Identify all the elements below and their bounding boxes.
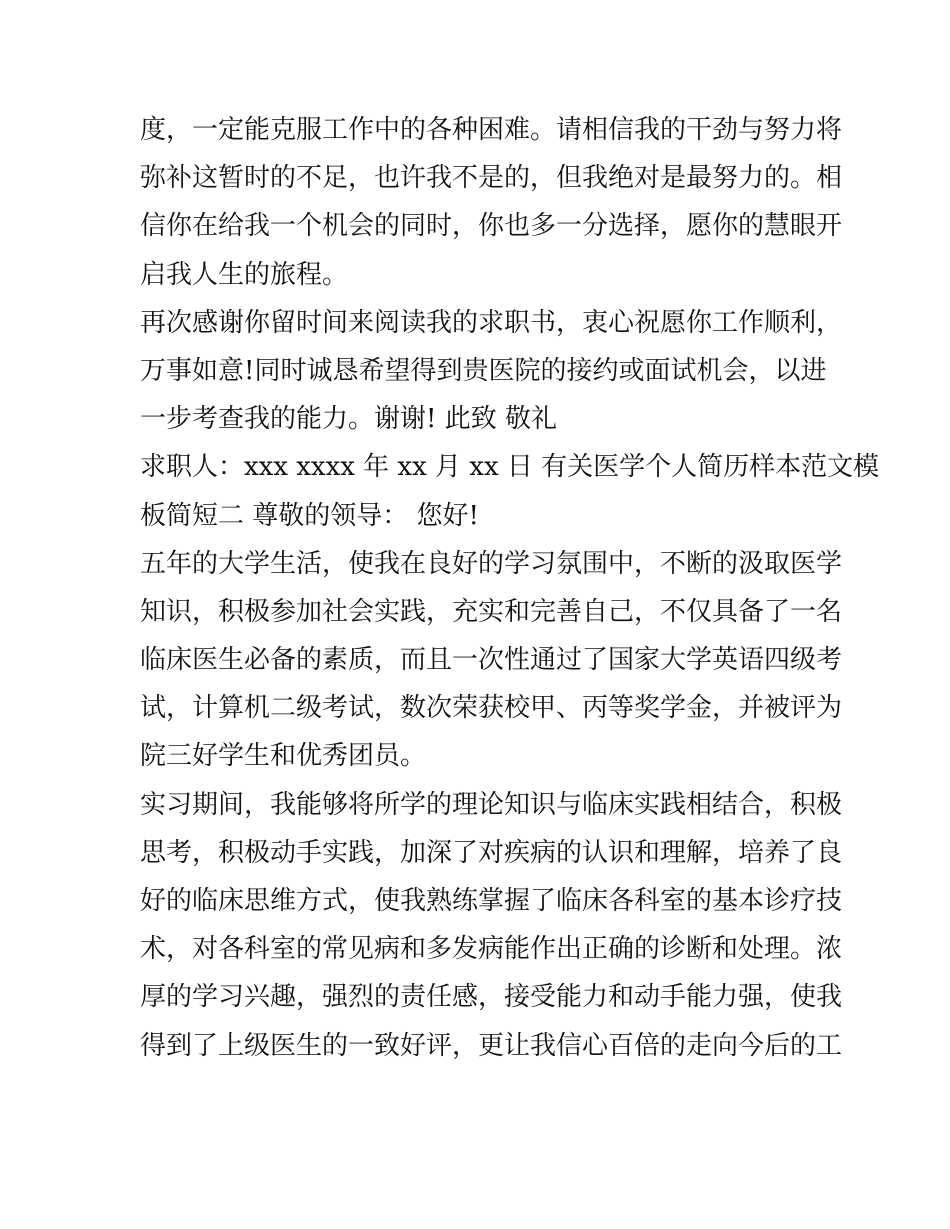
text-line: 临床医生必备的素质，而且一次性通过了国家大学英语四级考 — [140, 645, 843, 676]
text-line: 度，一定能克服工作中的各种困难。请相信我的干劲与努力将 — [140, 115, 843, 145]
text-line: 万事如意!同时诚恳希望得到贵医院的接约或面试机会，以进 — [140, 355, 827, 386]
text-line: 术，对各科室的常见病和多发病能作出正确的诊断和处理。浓 — [140, 934, 843, 965]
text-line: 院三好学生和优秀团员。 — [140, 741, 427, 772]
text-line: 启我人生的旅程。 — [140, 259, 349, 290]
document-body — [140, 106, 880, 1070]
text-line: 思考，积极动手实践，加深了对疾病的认识和理解，培养了良 — [140, 837, 843, 868]
text-line: 得到了上级医生的一致好评，更让我信心百倍的走向今后的工 — [140, 1030, 843, 1061]
text-line: 好的临床思维方式，使我熟练掌握了临床各科室的基本诊疗技 — [140, 886, 843, 916]
text-line: 厚的学习兴趣，强烈的责任感，接受能力和动手能力强，使我 — [140, 982, 843, 1013]
text-line: 再次感谢你留时间来阅读我的求职书，衷心祝愿你工作顺利， — [140, 307, 843, 338]
text-line: 求职人：xxx xxxx 年 xx 月 xx 日 有关医学个人简历样本范文模 — [140, 452, 880, 483]
text-line: 试，计算机二级考试，数次荣获校甲、丙等奖学金，并被评为 — [140, 693, 843, 724]
text-line: 板简短二 尊敬的领导： 您好! — [140, 500, 479, 531]
text-line: 知识，积极参加社会实践，充实和完善自己，不仅具备了一名 — [140, 596, 843, 627]
text-line: 五年的大学生活，使我在良好的学习氛围中，不断的汲取医学 — [140, 548, 843, 579]
text-line: 实习期间，我能够将所学的理论知识与临床实践相结合，积极 — [140, 789, 843, 820]
text-line: 一步考查我的能力。谢谢! 此致 敬礼 — [140, 404, 557, 435]
text-line: 信你在给我一个机会的同时，你也多一分选择，愿你的慧眼开 — [140, 211, 843, 242]
text-line: 弥补这暂时的不足，也许我不是的，但我绝对是最努力的。相 — [140, 163, 843, 194]
